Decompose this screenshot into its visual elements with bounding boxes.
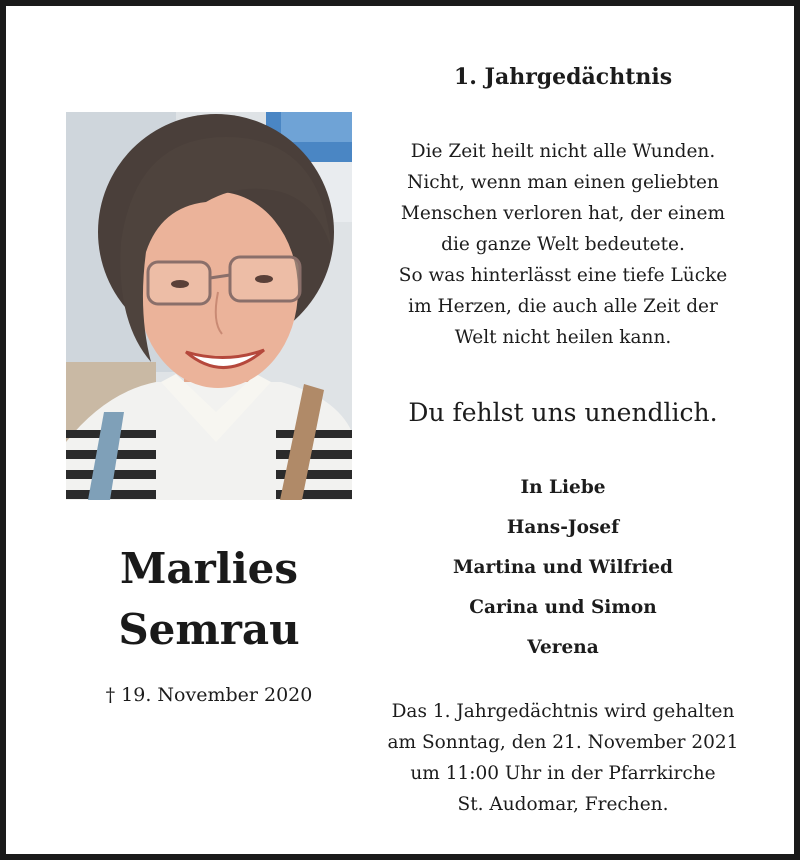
deceased-last-name: Semrau: [118, 605, 300, 654]
service-line: Das 1. Jahrgedächtnis wird gehalten: [391, 701, 735, 722]
poem-line: Die Zeit heilt nicht alle Wunden.: [410, 141, 716, 162]
poem-line: Menschen verloren hat, der einem: [400, 203, 726, 224]
signer-name: Martina und Wilfried: [453, 557, 673, 578]
poem-line: Nicht, wenn man einen geliebten: [407, 172, 719, 193]
service-line: am Sonntag, den 21. November 2021: [387, 732, 739, 753]
poem-line: die ganze Welt bedeutete.: [441, 234, 685, 255]
signer-name: Hans-Josef: [506, 517, 620, 538]
deceased-first-name: Marlies: [119, 544, 299, 593]
signer-name: Carina und Simon: [469, 597, 657, 618]
service-line: St. Audomar, Frechen.: [457, 794, 669, 815]
portrait-photo: [66, 112, 352, 500]
signer-name: Verena: [527, 637, 599, 658]
poem-line: So was hinterlässt eine tiefe Lücke: [398, 265, 728, 286]
poem-line: Welt nicht heilen kann.: [454, 327, 672, 348]
signers-list: [372, 468, 754, 668]
service-line: um 11:00 Uhr in der Pfarrkirche: [410, 763, 716, 784]
death-date: † 19. November 2020: [105, 684, 313, 706]
notice-heading: 1. Jahrgedächtnis: [453, 64, 673, 90]
poem-line: im Herzen, die auch alle Zeit der: [408, 296, 718, 317]
poem: [372, 136, 754, 353]
missed-statement: Du fehlst uns unendlich.: [408, 398, 718, 427]
signer-intro: In Liebe: [520, 477, 606, 498]
service-details: [372, 696, 754, 820]
